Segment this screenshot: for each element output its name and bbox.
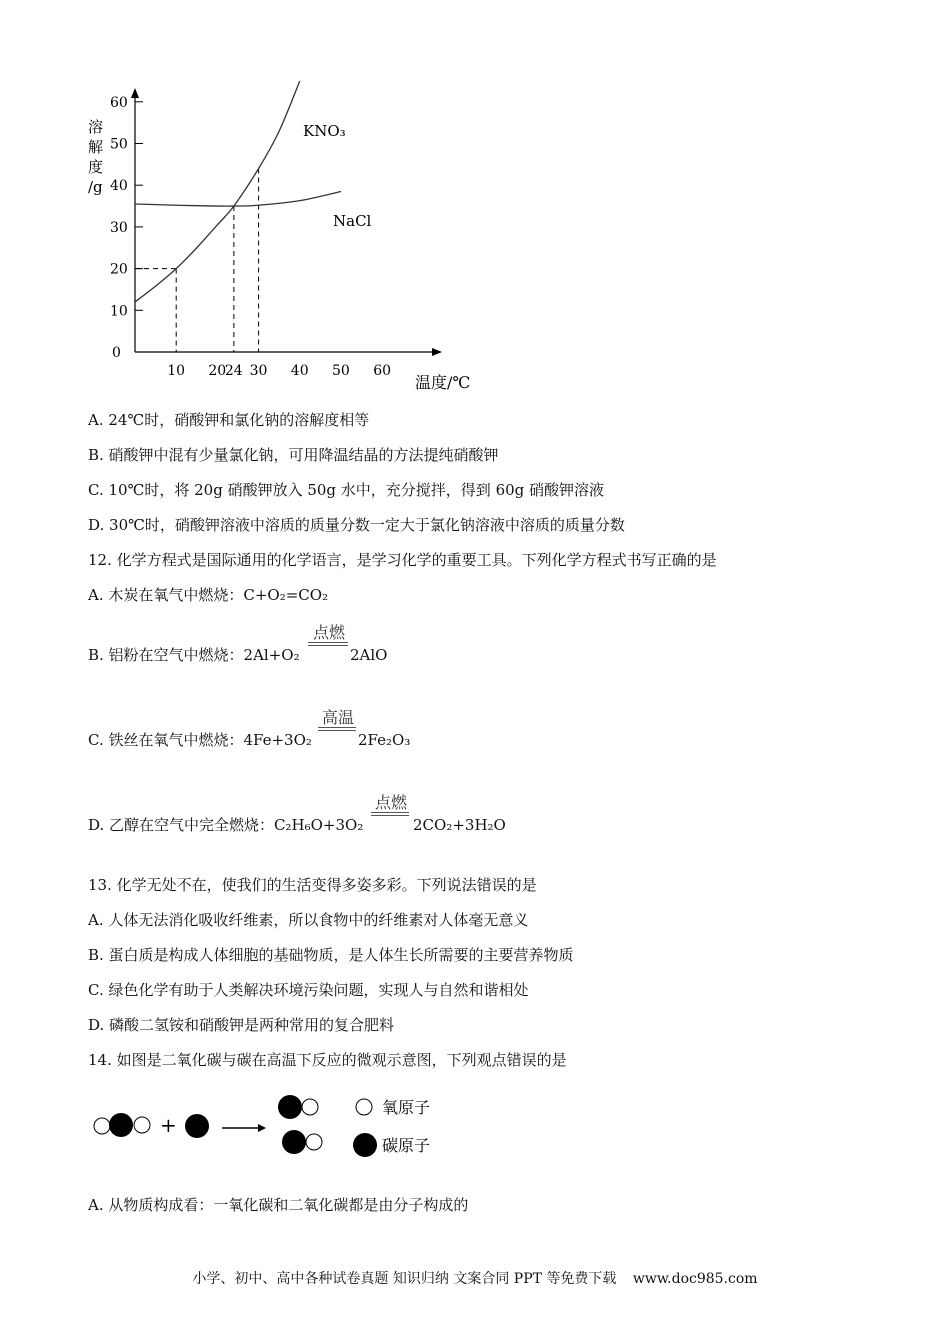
q12-d-condition: 点燃 xyxy=(374,793,407,812)
carbon-atom xyxy=(278,1095,302,1119)
y-tick-label: 50 xyxy=(110,136,128,153)
reaction-diagram xyxy=(0,1090,950,1170)
x-tick-label: 40 xyxy=(290,363,309,379)
x-tick-label: 50 xyxy=(332,363,350,379)
y-axis-arrow xyxy=(131,88,139,98)
q12-c-condition: 高温 xyxy=(321,708,354,727)
q12-b-equals-bar-2 xyxy=(308,645,348,646)
oxygen-atom xyxy=(302,1099,318,1115)
q11-option-b: B. 硝酸钾中混有少量氯化钠，可用降温结晶的方法提纯硝酸钾 xyxy=(88,446,499,464)
oxygen-atom xyxy=(94,1118,110,1134)
q12-option-a: A. 木炭在氧气中燃烧：C+O₂=CO₂ xyxy=(88,586,329,604)
x-tick-label: 10 xyxy=(167,363,186,379)
q13-option-d: D. 磷酸二氢铵和硝酸钾是两种常用的复合肥料 xyxy=(88,1016,395,1034)
series-label-kno3: KNO₃ xyxy=(303,122,346,140)
carbon-atom xyxy=(109,1113,133,1137)
y-axis-label-char: 溶 xyxy=(88,118,104,136)
oxygen-atom xyxy=(306,1134,322,1150)
q12-option-b-right: 2AlO xyxy=(350,646,388,664)
footer-text: 小学、初中、高中各种试卷真题 知识归纳 文案合同 PPT 等免费下载 xyxy=(192,1271,617,1287)
y-tick-label: 60 xyxy=(110,94,128,111)
q12-d-equals-bar xyxy=(371,812,409,813)
q12-option-d-left: D. 乙醇在空气中完全燃烧：C₂H₆O+3O₂ xyxy=(88,816,364,834)
y-tick-label: 30 xyxy=(110,219,128,236)
y-axis-label xyxy=(88,118,103,196)
q11-option-a: A. 24℃时，硝酸钾和氯化钠的溶解度相等 xyxy=(88,411,370,429)
x-tick-label: 20 xyxy=(208,363,227,379)
y-axis-label-char: 度 xyxy=(88,158,104,176)
legend-carbon-label: 碳原子 xyxy=(382,1136,431,1155)
solubility-chart xyxy=(0,0,950,400)
q12-option-b-left: B. 铝粉在空气中燃烧：2Al+O₂ xyxy=(88,646,300,664)
q12-b-equals-bar xyxy=(308,642,348,643)
q13-stem: 13. 化学无处不在，使我们的生活变得多姿多彩。下列说法错误的是 xyxy=(88,876,537,894)
carbon-atom xyxy=(185,1114,209,1138)
legend-oxygen-label: 氧原子 xyxy=(382,1098,431,1117)
q12-option-d-right: 2CO₂+3H₂O xyxy=(413,816,506,834)
x-tick-label: 60 xyxy=(373,363,392,379)
carbon-atom xyxy=(282,1130,306,1154)
q14-option-a: A. 从物质构成看：一氧化碳和二氧化碳都是由分子构成的 xyxy=(88,1196,469,1214)
series-label-nacl: NaCl xyxy=(333,212,372,230)
q11-option-d: D. 30℃时，硝酸钾溶液中溶质的质量分数一定大于氯化钠溶液中溶质的质量分数 xyxy=(88,516,625,534)
y-tick-label: 0 xyxy=(112,345,121,361)
y-axis-label-char: 解 xyxy=(88,138,104,156)
q14-stem: 14. 如图是二氧化碳与碳在高温下反应的微观示意图，下列观点错误的是 xyxy=(88,1051,567,1069)
y-axis-label-char: /g xyxy=(88,178,103,196)
arrow-head xyxy=(258,1124,266,1132)
y-tick-label: 20 xyxy=(110,261,128,278)
series-line-nacl xyxy=(135,191,341,206)
q12-c-equals-bar-2 xyxy=(318,730,356,731)
q12-c-equals-bar xyxy=(318,727,356,728)
x-tick-label: 30 xyxy=(249,363,268,379)
y-tick-label: 10 xyxy=(110,303,128,320)
legend-carbon-icon xyxy=(353,1133,377,1157)
series-line-kno3 xyxy=(135,81,300,302)
x-axis-arrow xyxy=(432,348,442,356)
q13-option-a: A. 人体无法消化吸收纤维素，所以食物中的纤维素对人体毫无意义 xyxy=(88,911,529,929)
q12-d-equals-bar-2 xyxy=(371,815,409,816)
x-axis-label: 温度/℃ xyxy=(415,373,471,392)
y-tick-label: 40 xyxy=(110,178,128,195)
q12-stem: 12. 化学方程式是国际通用的化学语言，是学习化学的重要工具。下列化学方程式书写正确的是 xyxy=(88,551,717,569)
q12-option-c-left: C. 铁丝在氧气中燃烧：4Fe+3O₂ xyxy=(88,731,312,749)
q12-option-c-right: 2Fe₂O₃ xyxy=(358,731,411,749)
footer-url[interactable]: www.doc985.com xyxy=(632,1271,758,1287)
plus-sign: + xyxy=(160,1113,177,1137)
q13-option-b: B. 蛋白质是构成人体细胞的基础物质，是人体生长所需要的主要营养物质 xyxy=(88,946,574,964)
x-tick-label: 24 xyxy=(224,363,243,379)
q12-b-condition: 点燃 xyxy=(312,623,345,642)
legend-oxygen-icon xyxy=(356,1099,372,1115)
q11-option-c: C. 10℃时，将 20g 硝酸钾放入 50g 水中，充分搅拌，得到 60g 硝酸钾溶液 xyxy=(88,481,605,499)
q13-option-c: C. 绿色化学有助于人类解决环境污染问题，实现人与自然和谐相处 xyxy=(88,981,529,999)
page-footer xyxy=(0,1268,950,1288)
oxygen-atom xyxy=(134,1117,150,1133)
